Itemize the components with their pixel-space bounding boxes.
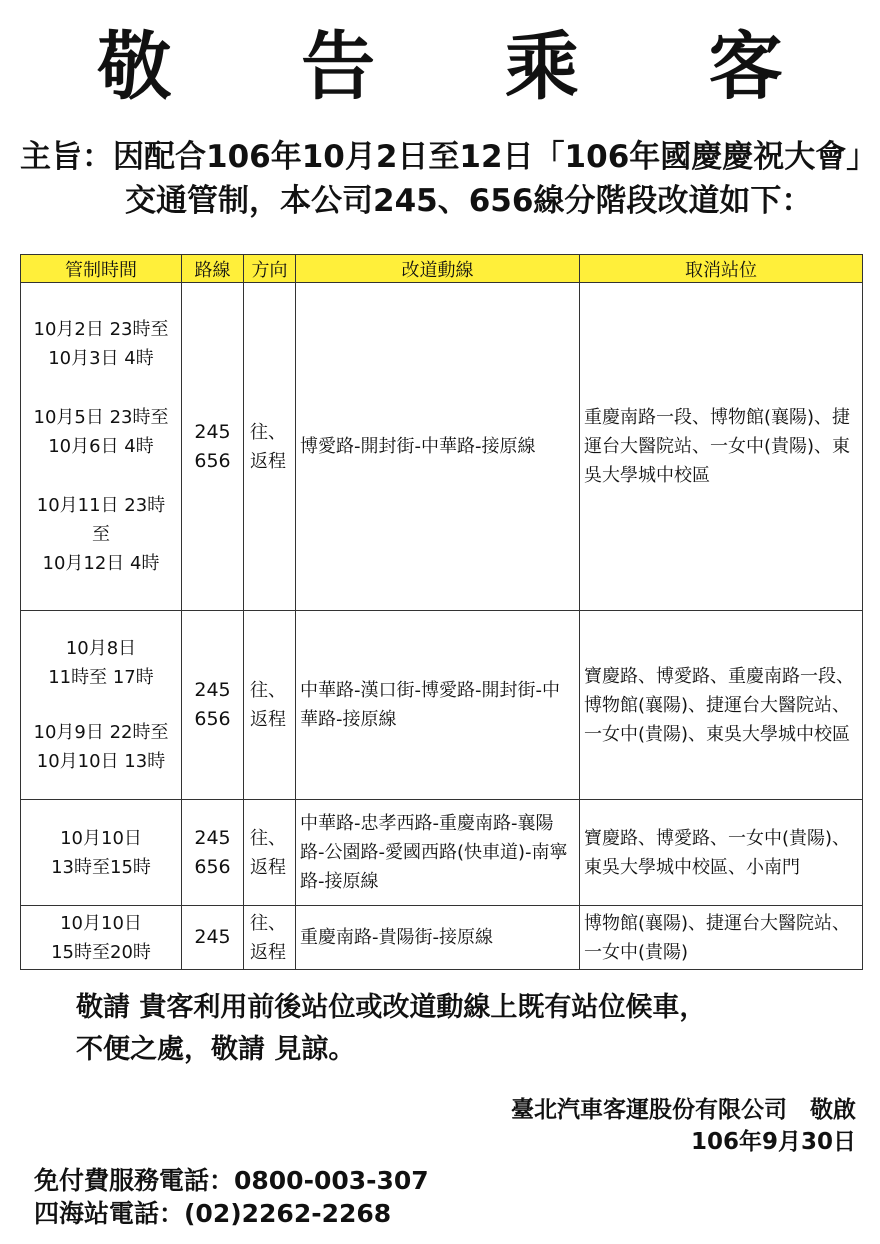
route-number: 656 — [194, 708, 231, 730]
direction-line: 往、 — [250, 912, 286, 934]
time-line: 10月3日 4時 — [48, 348, 154, 369]
direction-line: 往、 — [250, 421, 286, 443]
time-line: 11時至 17時 — [48, 667, 154, 688]
time-line: 至 — [92, 524, 110, 545]
control-time — [21, 283, 182, 611]
time-line: 10月10日 — [60, 912, 142, 934]
subject-line-2: 交通管制，本公司245、656線分階段改道如下： — [125, 183, 813, 219]
time-line: 10月11日 23時 — [36, 495, 166, 516]
time-line: 15時至20時 — [51, 941, 151, 963]
closing-line-1: 敬請 貴客利用前後站位或改道動線上既有站位候車， — [76, 992, 707, 1023]
detour-route: 博愛路-開封街-中華路-接原線 — [296, 283, 580, 611]
control-time — [21, 611, 182, 800]
company-name: 臺北汽車客運股份有限公司 敬啟 — [511, 1097, 856, 1123]
detour-route: 中華路-忠孝西路-重慶南路-襄陽路-公園路-愛國西路(快車道)-南寧路-接原線 — [296, 800, 580, 906]
direction-line: 往、 — [250, 827, 286, 849]
time-line: 10月12日 4時 — [42, 553, 160, 574]
direction-line: 返程 — [250, 709, 286, 730]
cancelled-stops: 寶慶路、博愛路、一女中(貴陽)、東吳大學城中校區、小南門 — [580, 800, 863, 906]
closing-note — [76, 987, 706, 1071]
header-direction: 方向 — [244, 255, 296, 283]
closing-line-2: 不便之處，敬請 見諒。 — [76, 1034, 356, 1065]
tollfree-phone: 免付費服務電話：0800-003-307 — [34, 1166, 429, 1195]
route-number: 245 — [194, 926, 231, 948]
time-line: 10月9日 22時至 — [33, 722, 169, 743]
direction-line: 返程 — [250, 450, 286, 472]
direction — [244, 611, 296, 800]
route-numbers — [182, 800, 244, 906]
route-number: 656 — [194, 855, 231, 878]
company-signature — [511, 1094, 856, 1158]
time-line: 10月8日 — [65, 638, 137, 659]
table-row — [21, 906, 863, 970]
station-phone: 四海站電話：(02)2262-2268 — [34, 1199, 392, 1228]
header-route: 路線 — [182, 255, 244, 283]
route-numbers — [182, 611, 244, 800]
detour-route: 中華路-漢口街-博愛路-開封街-中華路-接原線 — [296, 611, 580, 800]
detour-table — [20, 254, 863, 970]
control-time — [21, 800, 182, 906]
page-title: 敬 告 乘 客 — [97, 24, 835, 110]
table-row — [21, 283, 863, 611]
time-line: 10月10日 — [60, 827, 142, 849]
direction-line: 返程 — [250, 856, 286, 878]
route-number: 245 — [194, 420, 231, 443]
direction-line: 往、 — [250, 680, 286, 701]
cancelled-stops: 博物館(襄陽)、捷運台大醫院站、一女中(貴陽) — [580, 906, 863, 970]
detour-route: 重慶南路-貴陽街-接原線 — [296, 906, 580, 970]
subject-line-1: 主旨：因配合106年10月2日至12日「106年國慶慶祝大會」 — [20, 139, 878, 175]
time-line: 10月10日 13時 — [36, 751, 166, 772]
table-header-row — [21, 255, 863, 283]
header-cancelled-stops: 取消站位 — [580, 255, 863, 283]
time-line: 10月6日 4時 — [48, 436, 154, 457]
direction — [244, 283, 296, 611]
route-numbers — [182, 283, 244, 611]
cancelled-stops: 寶慶路、博愛路、重慶南路一段、博物館(襄陽)、捷運台大醫院站、一女中(貴陽)、東吳大學城中校區 — [580, 611, 863, 800]
time-line: 10月2日 23時至 — [33, 319, 169, 340]
table-row — [21, 611, 863, 800]
direction — [244, 906, 296, 970]
table-row — [21, 800, 863, 906]
notice-subject — [20, 135, 877, 223]
route-number: 245 — [194, 826, 231, 849]
direction — [244, 800, 296, 906]
header-detour: 改道動線 — [296, 255, 580, 283]
route-number: 656 — [194, 449, 231, 472]
contact-phones — [34, 1164, 429, 1230]
cancelled-stops: 重慶南路一段、博物館(襄陽)、捷運台大醫院站、一女中(貴陽)、東吳大學城中校區 — [580, 283, 863, 611]
direction-line: 返程 — [250, 941, 286, 963]
control-time — [21, 906, 182, 970]
route-numbers — [182, 906, 244, 970]
time-line: 13時至15時 — [51, 856, 151, 878]
header-time: 管制時間 — [21, 255, 182, 283]
time-line: 10月5日 23時至 — [33, 407, 169, 428]
notice-date: 106年9月30日 — [690, 1129, 856, 1155]
route-number: 245 — [194, 679, 231, 701]
